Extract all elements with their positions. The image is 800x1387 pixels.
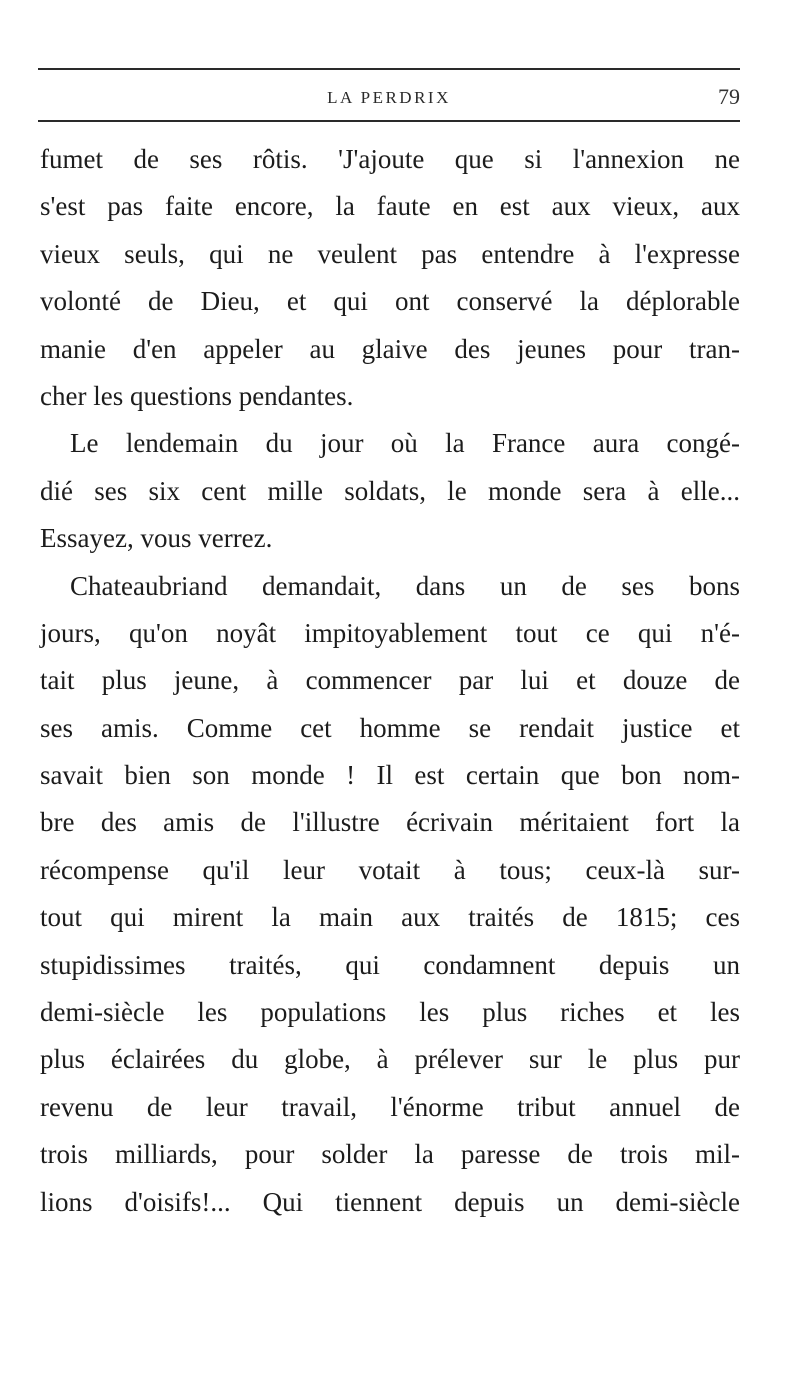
page-number: 79 (718, 84, 740, 109)
text-line: récompense qu'il leur votait à tous; ceux-là sur- (40, 854, 740, 885)
text-line: plus éclairées du globe, à prélever sur le plus pur (40, 1044, 740, 1075)
text-line: tout qui mirent la main aux traités de 1815; ces (40, 902, 740, 933)
text-line: demi-siècle les populations les plus riches et les (40, 997, 740, 1028)
text-line: savait bien son monde ! Il est certain que bon nom- (40, 760, 740, 791)
text-line: volonté de Dieu, et qui ont conservé la déplorable (40, 286, 740, 317)
text-line: s'est pas faite encore, la faute en est aux vieux, aux (40, 191, 740, 222)
body-text (40, 136, 740, 1226)
text-line: lions d'oisifs!... Qui tiennent depuis un demi-siècle (40, 1186, 740, 1217)
text-line: Chateaubriand demandait, dans un de ses bons (70, 570, 740, 601)
text-line: fumet de ses rôtis. 'J'ajoute que si l'annexion ne (40, 144, 740, 174)
text-line: bre des amis de l'illustre écrivain méritaient fort la (40, 807, 740, 838)
text-line: ses amis. Comme cet homme se rendait justice et (40, 712, 740, 743)
page-header (38, 84, 740, 118)
running-head: LA PERDRIX (327, 88, 451, 107)
text-line: trois milliards, pour solder la paresse de trois mil- (40, 1139, 740, 1170)
text-line: Essayez, vous verrez. (40, 523, 273, 554)
text-line: vieux seuls, qui ne veulent pas entendre à l'expresse (40, 238, 740, 269)
text-line: jours, qu'on noyât impitoyablement tout ce qui n'é- (40, 617, 740, 648)
top-rule (38, 68, 740, 70)
text-line: Le lendemain du jour où la France aura congé- (70, 428, 740, 459)
text-line: manie d'en appeler au glaive des jeunes pour tran- (40, 333, 740, 364)
text-line: cher les questions pendantes. (40, 380, 354, 411)
text-line: dié ses six cent mille soldats, le monde sera à elle... (40, 475, 740, 506)
text-line: stupidissimes traités, qui condamnent depuis un (40, 949, 740, 980)
header-rule (38, 120, 740, 122)
text-line: tait plus jeune, à commencer par lui et douze de (40, 665, 740, 696)
text-line: revenu de leur travail, l'énorme tribut annuel de (40, 1091, 740, 1122)
